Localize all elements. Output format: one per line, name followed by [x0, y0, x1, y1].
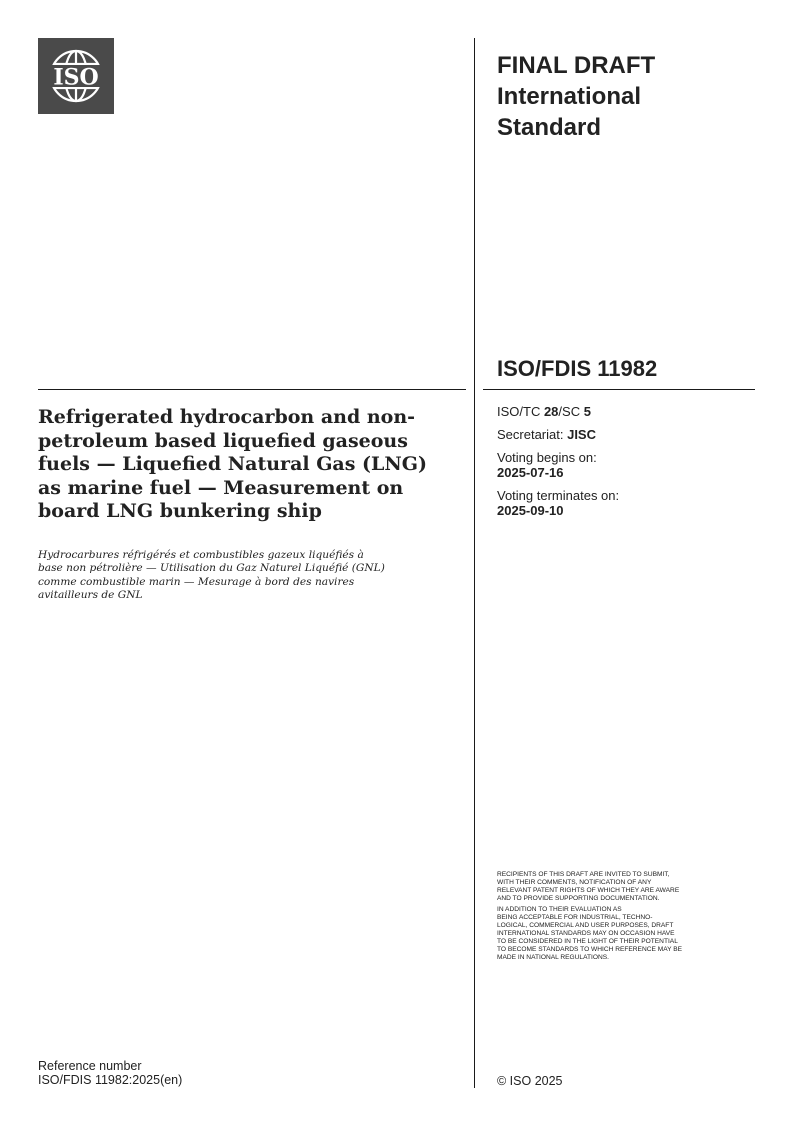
reference-label: Reference number — [38, 1059, 142, 1073]
voting-terminates-date: 2025-09-10 — [497, 503, 564, 518]
secretariat-label: Secretariat: — [497, 427, 568, 442]
left-horizontal-rule — [38, 389, 466, 390]
french-title-line: comme combustible marin — Mesurage à bord des navires — [38, 575, 355, 588]
copyright: © ISO 2025 — [497, 1074, 563, 1088]
iso-logo-text: ISO — [53, 64, 99, 91]
french-title-line: avitailleurs de GNL — [38, 588, 143, 601]
reference-number — [38, 1060, 182, 1087]
document-title — [38, 406, 453, 524]
document-status — [497, 50, 757, 143]
notice-paragraph-2 — [497, 906, 753, 962]
voting-terminates — [497, 488, 757, 518]
notice-paragraph-1 — [497, 871, 753, 903]
document-id: ISO/FDIS 11982 — [497, 356, 658, 381]
notice-line: LOGICAL, COMMERCIAL AND USER PURPOSES, DRAFT — [497, 922, 674, 929]
secretariat-value: JISC — [567, 427, 596, 442]
french-title-line: Hydrocarbures réfrigérés et combustibles gazeux liquéfiés à — [38, 549, 364, 561]
right-horizontal-rule — [483, 389, 755, 390]
status-line-1: FINAL DRAFT — [497, 52, 656, 79]
title-line: Refrigerated hydrocarbon and non- — [38, 406, 416, 428]
notice-line: MADE IN NATIONAL REGULATIONS. — [497, 954, 609, 961]
tc-number: 28 — [543, 404, 559, 419]
draft-notice — [497, 871, 753, 965]
committee-prefix: ISO/TC — [497, 404, 544, 419]
notice-line: BEING ACCEPTABLE FOR INDUSTRIAL, TECHNO- — [497, 914, 653, 921]
column-divider — [474, 38, 475, 1088]
notice-line: AND TO PROVIDE SUPPORTING DOCUMENTATION. — [497, 895, 660, 902]
notice-line: RECIPIENTS OF THIS DRAFT ARE INVITED TO SUBMIT, — [497, 871, 670, 878]
sc-prefix: /SC — [558, 404, 584, 419]
title-line: as marine fuel — Measurement on — [38, 476, 404, 499]
secretariat-row — [497, 427, 757, 442]
notice-line: IN ADDITION TO THEIR EVALUATION AS — [497, 906, 622, 913]
french-title — [38, 549, 458, 602]
title-line: fuels — Liquefied Natural Gas (LNG) — [38, 453, 427, 475]
title-line: board LNG bunkering ship — [38, 500, 322, 522]
title-line: petroleum based liquefied gaseous — [38, 429, 408, 452]
notice-line: WITH THEIR COMMENTS, NOTIFICATION OF ANY — [497, 879, 652, 886]
notice-line: TO BECOME STANDARDS TO WHICH REFERENCE MAY BE — [497, 946, 683, 953]
reference-value: ISO/FDIS 11982:2025(en) — [38, 1072, 183, 1087]
voting-terminates-label: Voting terminates on: — [497, 488, 620, 503]
status-line-3: Standard — [497, 114, 602, 141]
notice-line: TO BE CONSIDERED IN THE LIGHT OF THEIR POTENTIAL — [497, 938, 678, 945]
notice-line: RELEVANT PATENT RIGHTS OF WHICH THEY ARE AWARE — [497, 887, 680, 894]
iso-globe-logo-icon — [38, 38, 114, 114]
sc-number: 5 — [583, 404, 591, 419]
voting-begins — [497, 450, 757, 480]
iso-logo — [38, 38, 114, 114]
document-metadata — [497, 404, 757, 526]
notice-line: INTERNATIONAL STANDARDS MAY ON OCCASION HAVE — [497, 930, 675, 937]
voting-begins-label: Voting begins on: — [497, 450, 597, 465]
status-line-2: International — [497, 83, 642, 110]
voting-begins-date: 2025-07-16 — [497, 465, 564, 480]
french-title-line: base non pétrolière — Utilisation du Gaz Naturel Liquéfié (GNL) — [38, 562, 385, 575]
committee-row — [497, 404, 757, 419]
